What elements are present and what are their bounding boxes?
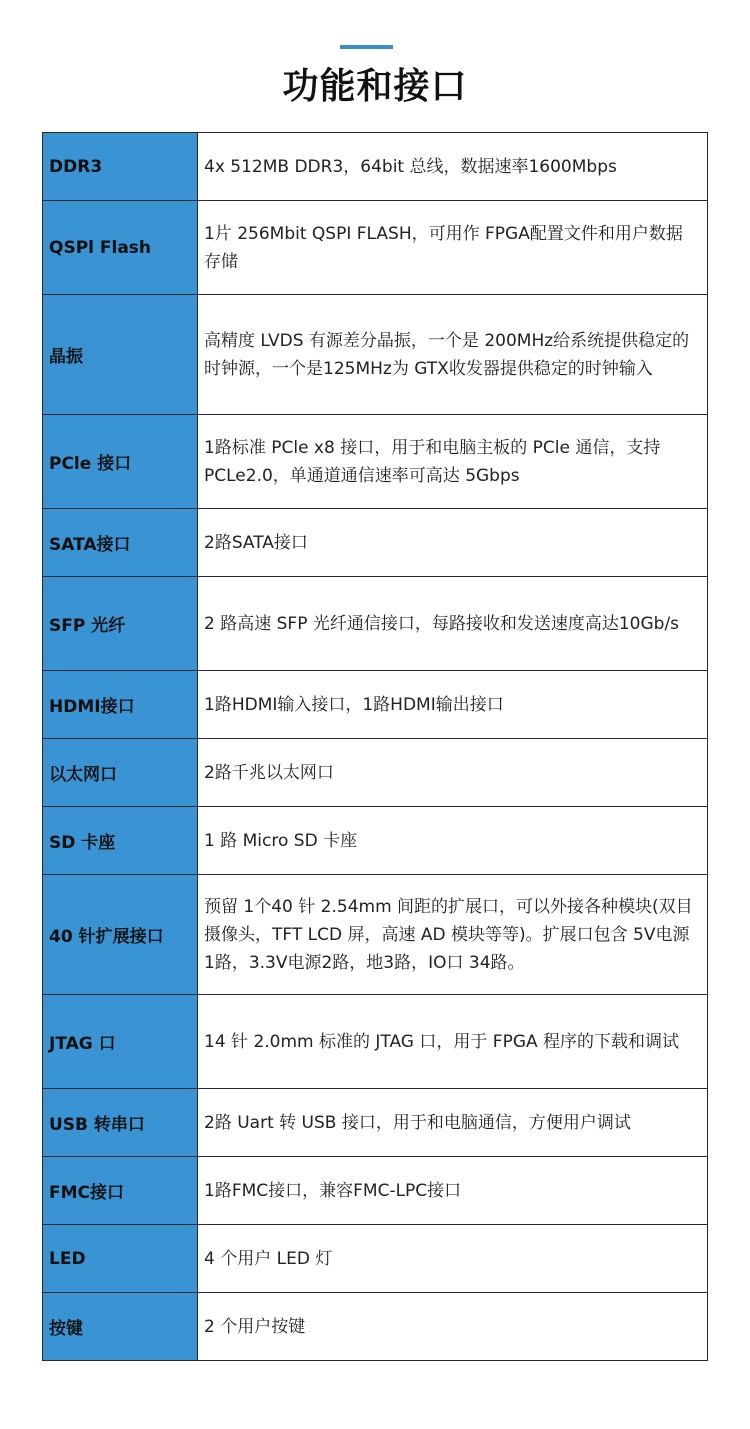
row-value: 预留 1个40 针 2.54mm 间距的扩展口，可以外接各种模块(双目摄像头，TFT LCD 屏，高速 AD 模块等等)。扩展口包含 5V电源1路，3.3V电源2路，地3路，IO口 34路。: [198, 875, 708, 995]
table-row: [43, 1293, 708, 1361]
spec-table: [42, 132, 708, 1361]
row-value: 4 个用户 LED 灯: [198, 1225, 708, 1293]
row-value: 1路HDMI输入接口，1路HDMI输出接口: [198, 671, 708, 739]
row-key: 晶振: [43, 295, 198, 415]
table-row: [43, 1225, 708, 1293]
row-key: 40 针扩展接口: [43, 875, 198, 995]
row-value: 2路SATA接口: [198, 509, 708, 577]
row-value: 2 个用户按键: [198, 1293, 708, 1361]
row-value: 高精度 LVDS 有源差分晶振，一个是 200MHz给系统提供稳定的时钟源，一个是125MHz为 GTX收发器提供稳定的时钟输入: [198, 295, 708, 415]
row-value: 2 路高速 SFP 光纤通信接口，每路接收和发送速度高达10Gb/s: [198, 577, 708, 671]
row-value: 2路千兆以太网口: [198, 739, 708, 807]
table-row: [43, 807, 708, 875]
row-key: QSPl Flash: [43, 201, 198, 295]
table-row: [43, 1157, 708, 1225]
table-row: [43, 995, 708, 1089]
title-accent-bar: [340, 45, 393, 49]
row-key: LED: [43, 1225, 198, 1293]
row-key: SFP 光纤: [43, 577, 198, 671]
row-value: 1路FMC接口，兼容FMC-LPC接口: [198, 1157, 708, 1225]
row-key: 以太网口: [43, 739, 198, 807]
page-title: 功能和接口: [282, 66, 468, 107]
row-key: 按键: [43, 1293, 198, 1361]
row-key: HDMI接口: [43, 671, 198, 739]
table-row: [43, 875, 708, 995]
table-row: [43, 577, 708, 671]
row-key: USB 转串口: [43, 1089, 198, 1157]
table-row: [43, 295, 708, 415]
table-row: [43, 133, 708, 201]
table-row: [43, 415, 708, 509]
row-key: DDR3: [43, 133, 198, 201]
table-row: [43, 671, 708, 739]
table-row: [43, 201, 708, 295]
row-key: JTAG 口: [43, 995, 198, 1089]
row-key: PCle 接口: [43, 415, 198, 509]
row-value: 1路标准 PCle x8 接口，用于和电脑主板的 PCle 通信，支持PCLe2.0，单通道通信速率可高达 5Gbps: [198, 415, 708, 509]
row-value: 1片 256Mbit QSPI FLASH，可用作 FPGA配置文件和用户数据存储: [198, 201, 708, 295]
row-key: FMC接口: [43, 1157, 198, 1225]
row-key: SATA接口: [43, 509, 198, 577]
row-value: 2路 Uart 转 USB 接口，用于和电脑通信，方便用户调试: [198, 1089, 708, 1157]
row-value: 4x 512MB DDR3，64bit 总线，数据速率1600Mbps: [198, 133, 708, 201]
row-value: 1 路 Micro SD 卡座: [198, 807, 708, 875]
table-row: [43, 1089, 708, 1157]
row-value: 14 针 2.0mm 标准的 JTAG 口，用于 FPGA 程序的下载和调试: [198, 995, 708, 1089]
table-row: [43, 739, 708, 807]
row-key: SD 卡座: [43, 807, 198, 875]
table-row: [43, 509, 708, 577]
